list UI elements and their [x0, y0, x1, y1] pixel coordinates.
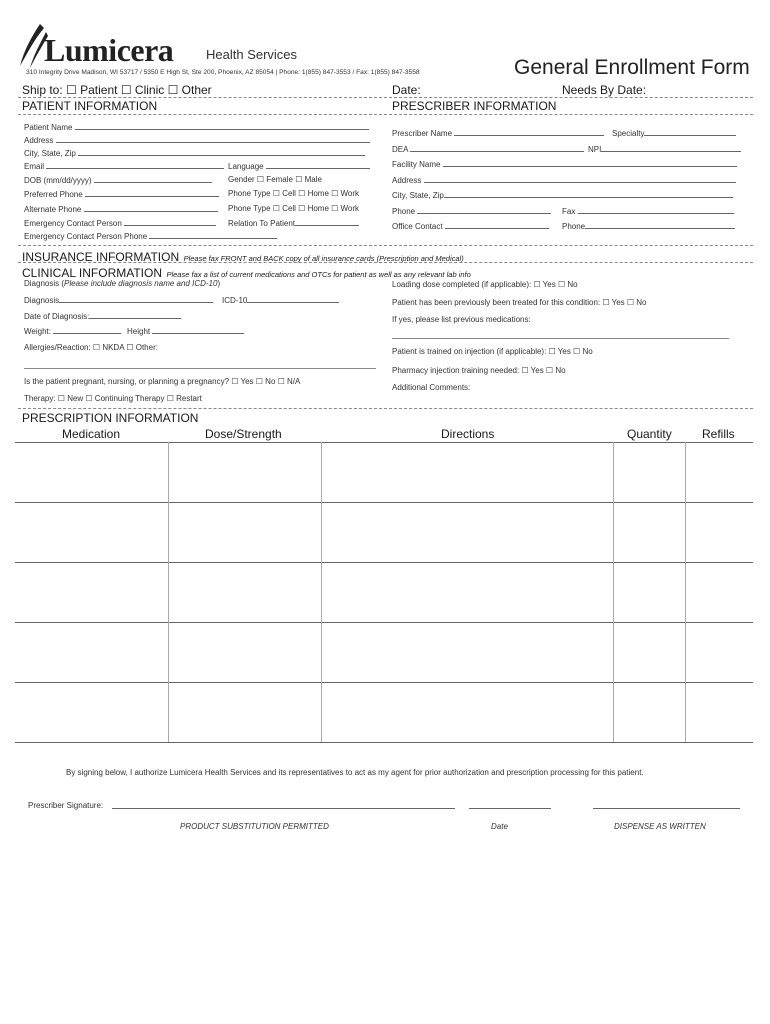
- col-medication: Medication: [62, 427, 121, 441]
- prescriber-phone-label: Phone: [392, 207, 416, 216]
- table-column-divider: [685, 442, 686, 742]
- brand-sub: Health Services: [206, 47, 298, 62]
- table-row: [15, 502, 753, 503]
- table-row: [15, 442, 753, 443]
- col-directions: Directions: [441, 427, 495, 441]
- divider: [18, 245, 753, 246]
- emergency-phone-field[interactable]: [24, 231, 277, 241]
- patient-address-field[interactable]: [24, 135, 370, 145]
- signature-label: Prescriber Signature:: [28, 801, 104, 810]
- phone-type-checkboxes[interactable]: Phone Type ☐ Cell ☐ Home ☐ Work: [228, 189, 360, 198]
- table-column-divider: [168, 442, 169, 742]
- signature-line[interactable]: [112, 808, 455, 809]
- clinical-heading: CLINICAL INFORMATION: [22, 266, 163, 280]
- patient-language-label: Language: [228, 162, 264, 171]
- prescriber-name-field[interactable]: [392, 128, 604, 138]
- height-label: Height: [127, 327, 151, 336]
- insurance-note: Please fax FRONT and BACK copy of all insurance cards (Prescription and Medical): [183, 254, 464, 263]
- form-title: General Enrollment Form: [514, 56, 750, 79]
- previous-meds-line[interactable]: [392, 338, 729, 339]
- diagnosis-field[interactable]: [24, 295, 213, 305]
- diagnosis-hint-prefix: Diagnosis (: [24, 279, 65, 288]
- height-field[interactable]: [127, 326, 244, 336]
- office-contact-label: Office Contact: [392, 222, 443, 231]
- patient-dob-field[interactable]: [24, 175, 212, 185]
- pregnancy-checkboxes[interactable]: Is the patient pregnant, nursing, or planning a pregnancy? ☐ Yes ☐ No ☐ N/A: [24, 377, 301, 386]
- alternate-phone-label: Alternate Phone: [24, 205, 82, 214]
- date-footer-label: Date: [491, 822, 508, 831]
- prescriber-address-field[interactable]: [392, 175, 736, 185]
- authorization-text: By signing below, I authorize Lumicera Health Services and its representatives to act as my agent for prior authorization and prescription processing for this patient.: [66, 768, 644, 777]
- emergency-contact-field[interactable]: [24, 218, 216, 228]
- diagnosis-label: Diagnosis: [24, 296, 60, 305]
- emergency-contact-label: Emergency Contact Person: [24, 219, 122, 228]
- patient-city-label: City, State, Zip: [24, 149, 76, 158]
- col-refills: Refills: [702, 427, 735, 441]
- alternate-phone-field[interactable]: [24, 204, 218, 214]
- clinical-note: Please fax a list of current medications and OTCs for patient as well as any relevant lab info: [166, 270, 471, 279]
- dea-label: DEA: [392, 145, 409, 154]
- divider: [18, 408, 753, 409]
- date-label: Date:: [392, 83, 421, 97]
- allergies-line[interactable]: [24, 368, 376, 369]
- lumicera-logo: [18, 22, 318, 72]
- specialty-label: Specialty: [612, 129, 645, 138]
- prescriber-fax-field[interactable]: [562, 206, 734, 216]
- date-line[interactable]: [469, 808, 551, 809]
- therapy-checkboxes[interactable]: Therapy: ☐ New ☐ Continuing Therapy ☐ Restart: [24, 394, 202, 403]
- dea-field[interactable]: [392, 144, 584, 154]
- relation-label: Relation To Patient: [228, 219, 296, 228]
- patient-email-label: Email: [24, 162, 45, 171]
- preferred-phone-field[interactable]: [24, 189, 219, 199]
- brand-name: Lumicera: [44, 32, 174, 68]
- prescriber-heading: PRESCRIBER INFORMATION: [392, 99, 557, 113]
- insurance-heading: INSURANCE INFORMATION: [22, 250, 180, 264]
- patient-city-field[interactable]: [24, 148, 365, 158]
- preferred-phone-label: Preferred Phone: [24, 190, 83, 199]
- patient-address-label: Address: [24, 136, 54, 145]
- date-of-diagnosis-label: Date of Diagnosis:: [24, 312, 90, 321]
- prescriber-fax-label: Fax: [562, 207, 576, 216]
- office-phone-field[interactable]: [562, 221, 735, 231]
- patient-gender-checkboxes[interactable]: Gender ☐ Female ☐ Male: [228, 175, 322, 184]
- date-of-diagnosis-field[interactable]: [24, 311, 181, 321]
- icd10-field[interactable]: [222, 295, 339, 305]
- needs-by-label: Needs By Date:: [562, 83, 647, 97]
- table-column-divider: [321, 442, 322, 742]
- patient-name-field[interactable]: [24, 122, 369, 132]
- office-contact-field[interactable]: [392, 221, 549, 231]
- prescriber-city-label: City, State, Zip: [392, 191, 444, 200]
- npi-field[interactable]: [588, 144, 741, 154]
- facility-label: Facility Name: [392, 160, 441, 169]
- table-column-divider: [613, 442, 614, 742]
- prescriber-address-label: Address: [392, 176, 422, 185]
- prescription-heading: PRESCRIPTION INFORMATION: [22, 411, 199, 425]
- patient-dob-label: DOB (mm/dd/yyyy): [24, 176, 92, 185]
- diagnosis-hint-text: Please include diagnosis name and ICD-10: [64, 279, 218, 288]
- col-quantity: Quantity: [627, 427, 672, 441]
- dispense-line[interactable]: [593, 808, 740, 809]
- comments-label: Additional Comments:: [392, 383, 471, 392]
- pharmacy-training-checkboxes[interactable]: Pharmacy injection training needed: ☐ Yes ☐ No: [392, 366, 566, 375]
- prescriber-city-field[interactable]: [392, 190, 733, 200]
- table-row: [15, 682, 753, 683]
- relation-field[interactable]: [228, 218, 359, 228]
- weight-field[interactable]: [24, 326, 121, 336]
- facility-field[interactable]: [392, 159, 737, 169]
- table-row: [15, 562, 753, 563]
- allergies-field[interactable]: Allergies/Reaction: ☐ NKDA ☐ Other:: [24, 343, 158, 352]
- alt-phone-type-checkboxes[interactable]: Phone Type ☐ Cell ☐ Home ☐ Work: [228, 204, 360, 213]
- substitution-label: PRODUCT SUBSTITUTION PERMITTED: [180, 822, 329, 831]
- divider: [18, 97, 753, 98]
- dispense-label: DISPENSE AS WRITTEN: [614, 822, 706, 831]
- diagnosis-hint-suffix: ): [217, 279, 221, 288]
- table-row: [15, 622, 753, 623]
- divider: [18, 262, 753, 263]
- table-row: [15, 742, 753, 743]
- office-phone-label: Phone: [562, 222, 586, 231]
- weight-label: Weight:: [24, 327, 51, 336]
- icd10-label: ICD-10: [222, 296, 248, 305]
- specialty-field[interactable]: [612, 128, 736, 138]
- loading-dose-checkboxes[interactable]: Loading dose completed (if applicable): ☐ Yes ☐ No: [392, 280, 578, 289]
- patient-email-field[interactable]: [24, 161, 224, 171]
- previously-treated-checkboxes[interactable]: Patient has been previously been treated for this condition: ☐ Yes ☐ No: [392, 298, 647, 307]
- patient-language-field[interactable]: [228, 161, 370, 171]
- prescriber-phone-field[interactable]: [392, 206, 551, 216]
- col-dose: Dose/Strength: [205, 427, 282, 441]
- emergency-phone-label: Emergency Contact Person Phone: [24, 232, 148, 241]
- prescriber-name-label: Prescriber Name: [392, 129, 453, 138]
- trained-checkboxes[interactable]: Patient is trained on injection (if applicable): ☐ Yes ☐ No: [392, 347, 593, 356]
- ship-to[interactable]: Ship to: ☐ Patient ☐ Clinic ☐ Other: [22, 83, 212, 97]
- patient-name-label: Patient Name: [24, 123, 73, 132]
- divider: [18, 114, 753, 115]
- npi-label: NPI: [588, 145, 602, 154]
- previous-meds-label: If yes, please list previous medications:: [392, 315, 531, 324]
- patient-heading: PATIENT INFORMATION: [22, 99, 158, 113]
- address-line: 310 Integrity Drive Madison, WI 53717 / 5350 E High St, Ste 200, Phoenix, AZ 85054 | Phone: 1(855) 847-3553 / Fax: 1(855) 847-3558: [26, 69, 420, 76]
- diagnosis-hint: [24, 279, 220, 288]
